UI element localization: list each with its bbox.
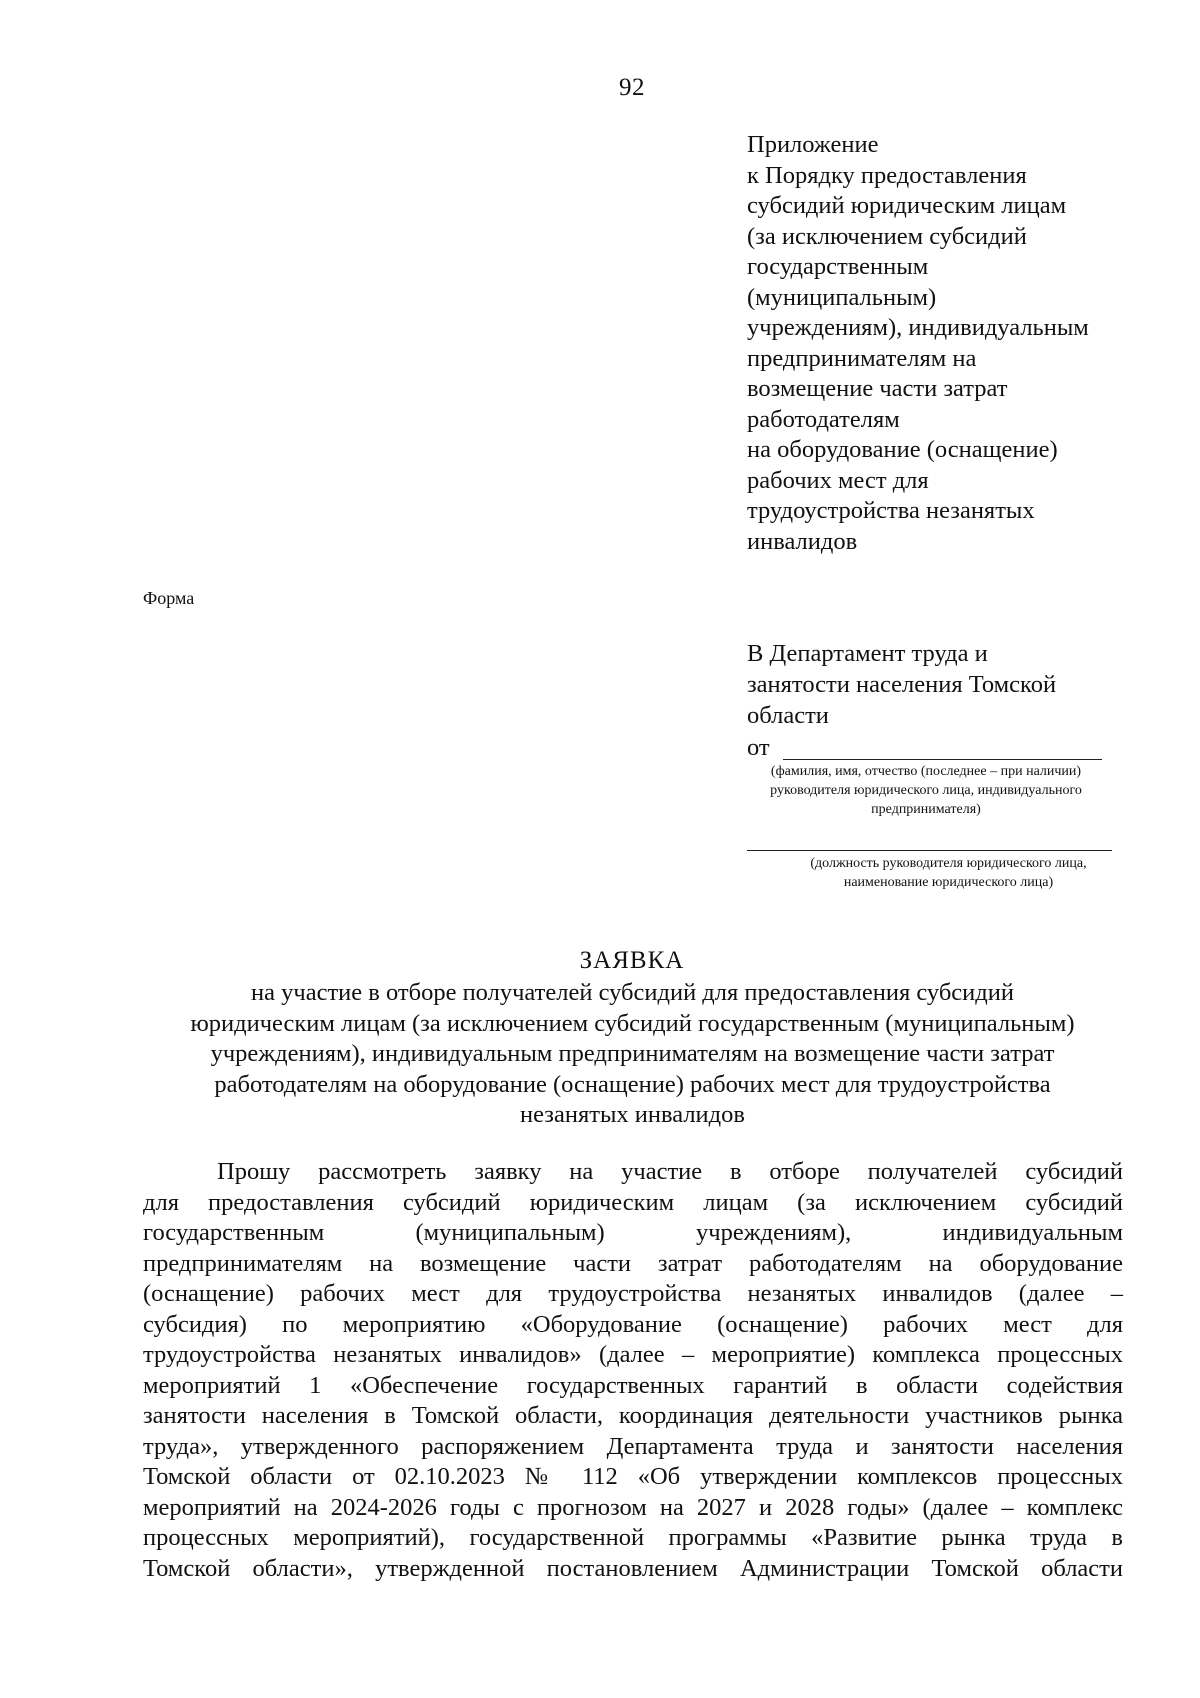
appendix-line: трудоустройства незанятых <box>747 497 1035 524</box>
request-subtitle-line: работодателям на оборудование (оснащение) рабочих мест для трудоустройства <box>214 1070 1051 1098</box>
body-line: предпринимателям на возмещение части затрат работодателям на оборудование <box>143 1249 1123 1277</box>
position-fill-line[interactable] <box>747 850 1112 851</box>
form-label: Форма <box>143 588 195 608</box>
appendix-line: рабочих мест для <box>747 466 929 494</box>
position-hint-line: (должность руководителя юридического лица, <box>810 856 1087 871</box>
body-line: Томской области от 02.10.2023 № 112 «Об утверждении комплексов процессных <box>143 1463 1123 1490</box>
addressee-line: занятости населения Томской <box>747 671 1057 698</box>
appendix-line: (за исключением субсидий <box>747 222 1027 250</box>
appendix-line: предпринимателям на <box>747 344 977 372</box>
body-line: трудоустройства незанятых инвалидов» (далее – мероприятие) комплекса процессных <box>143 1341 1123 1368</box>
body-line: мероприятий на 2024-2026 годы с прогнозом на 2027 и 2028 годы» (далее – комплекс <box>143 1493 1123 1521</box>
appendix-line: работодателям <box>747 405 900 433</box>
name-hint <box>730 762 1122 819</box>
page-number: 92 <box>619 74 645 101</box>
addressee-line: В Департамент труда и <box>747 640 988 667</box>
body-line: субсидия) по мероприятию «Оборудование (оснащение) рабочих мест для <box>143 1310 1123 1338</box>
body-paragraph <box>143 1157 1123 1584</box>
addressee-line: области <box>747 702 829 729</box>
appendix-line: учреждениям), индивидуальным <box>747 314 1089 341</box>
request-subtitle-line: незанятых инвалидов <box>520 1101 745 1128</box>
body-line: Томской области», утвержденной постановлением Администрации Томской области <box>143 1554 1123 1582</box>
from-fill-line[interactable] <box>783 759 1102 760</box>
body-line: труда», утвержденного распоряжением Департамента труда и занятости населения <box>143 1432 1123 1460</box>
appendix-line: к Порядку предоставления <box>747 161 1027 189</box>
appendix-header <box>747 130 1167 557</box>
appendix-line: (муниципальным) <box>747 283 937 311</box>
body-line: процессных мероприятий), государственной программы «Развитие рынка труда в <box>143 1524 1123 1551</box>
appendix-line: Приложение <box>747 131 879 158</box>
body-line: занятости населения в Томской области, координация деятельности участников рынка <box>143 1402 1123 1429</box>
request-subtitle <box>100 978 1165 1131</box>
request-subtitle-line: учреждениям), индивидуальным предпринимателям на возмещение части затрат <box>210 1040 1055 1067</box>
appendix-line: инвалидов <box>747 527 858 555</box>
position-hint-line: наименование юридического лица) <box>843 875 1054 890</box>
request-subtitle-line: юридическим лицам (за исключением субсидий государственным (муниципальным) <box>190 1009 1075 1037</box>
from-label: от <box>747 734 770 761</box>
body-line: государственным (муниципальным) учреждениям), индивидуальным <box>143 1219 1123 1246</box>
body-line: Прошу рассмотреть заявку на участие в отборе получателей субсидий <box>217 1158 1123 1185</box>
from-field <box>747 734 1102 764</box>
body-line: (оснащение) рабочих мест для трудоустройства незанятых инвалидов (далее – <box>143 1280 1123 1307</box>
appendix-line: возмещение части затрат <box>747 375 1008 402</box>
appendix-line: субсидий юридическим лицам <box>747 192 1067 219</box>
addressee-block <box>747 638 1167 731</box>
body-line: для предоставления субсидий юридическим лицам (за исключением субсидий <box>143 1188 1123 1216</box>
request-title: ЗАЯВКА <box>579 947 685 974</box>
name-hint-line: предпринимателя) <box>871 802 981 817</box>
name-hint-line: (фамилия, имя, отчество (последнее – при наличии) <box>770 764 1082 779</box>
appendix-line: на оборудование (оснащение) <box>747 436 1058 463</box>
body-line: мероприятий 1 «Обеспечение государственных гарантий в области содействия <box>143 1371 1123 1399</box>
name-hint-line: руководителя юридического лица, индивидуального <box>770 783 1082 798</box>
appendix-line: государственным <box>747 253 929 280</box>
position-hint <box>776 854 1121 892</box>
request-subtitle-line: на участие в отборе получателей субсидий для предоставления субсидий <box>251 979 1014 1006</box>
